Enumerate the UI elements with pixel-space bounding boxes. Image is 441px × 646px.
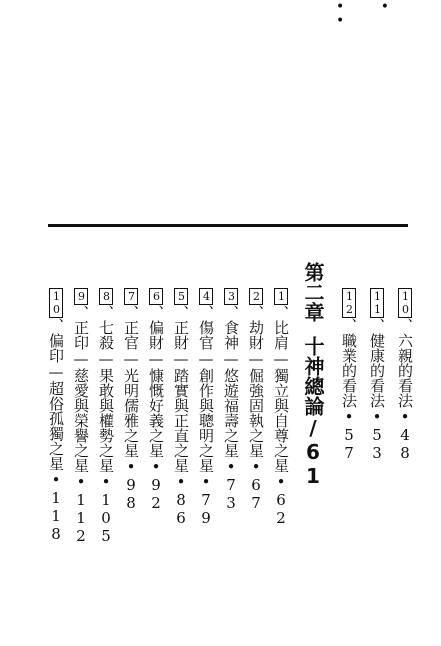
top-dots: • • • [336,0,405,29]
section-divider [48,224,408,227]
entry-number-box: 6 [150,290,163,303]
entry-number-box: 2 [250,290,263,303]
toc-entry-3[interactable] [220,288,240,512]
toc-entry-prev-12[interactable] [338,288,358,462]
entry-number-box: 10 [399,290,412,316]
entry-text: 、六親的看法•48 [396,318,414,462]
entry-text: 、偏印—超俗孤獨之星•118 [47,318,65,543]
toc-entry-10[interactable] [45,288,65,543]
chapter-label: 第二章 [301,262,325,322]
entry-text: 、職業的看法•57 [340,318,358,462]
entry-number-box: 1 [275,290,288,303]
entry-number-box: 12 [343,290,356,316]
toc-entry-1[interactable] [270,288,290,527]
toc-entry-7[interactable] [120,288,140,512]
toc-entry-4[interactable] [195,288,215,527]
entry-number-box: 9 [75,290,88,303]
entry-text: 、食神—悠遊福壽之星•73 [222,305,240,512]
entry-text: 、正官—光明儒雅之星•98 [122,305,140,512]
entry-text: 、劫財—倔強固執之星•67 [247,305,265,512]
toc-entry-5[interactable] [170,288,190,527]
chapter-title: 十神總論/61 [301,336,325,488]
entry-text: 、七殺—果敢與權勢之星•105 [97,305,115,545]
toc-entry-8[interactable] [95,288,115,545]
entry-text: 、比肩—獨立與自尊之星•62 [272,305,290,527]
entry-number-box: 7 [125,290,138,303]
chapter-heading[interactable] [298,262,324,488]
toc-entry-prev-10[interactable] [394,288,414,462]
entry-number-box: 11 [371,290,384,316]
entry-number-box: 8 [100,290,113,303]
toc-entry-prev-11[interactable] [366,288,386,462]
toc-entry-2[interactable] [245,288,265,512]
toc-entry-9[interactable] [70,288,90,545]
entry-number-box: 4 [200,290,213,303]
entry-number-box: 5 [175,290,188,303]
entry-number-box: 3 [225,290,238,303]
entry-text: 、正印—慈愛與榮譽之星•112 [72,305,90,545]
entry-text: 、偏財—慷慨好義之星•92 [147,305,165,512]
entry-text: 、傷官—創作與聰明之星•79 [197,305,215,527]
entry-number-box: 10 [50,290,63,316]
toc-entry-6[interactable] [145,288,165,512]
entry-text: 、正財—踏實與正直之星•86 [172,305,190,527]
entry-text: 、健康的看法•53 [368,318,386,462]
